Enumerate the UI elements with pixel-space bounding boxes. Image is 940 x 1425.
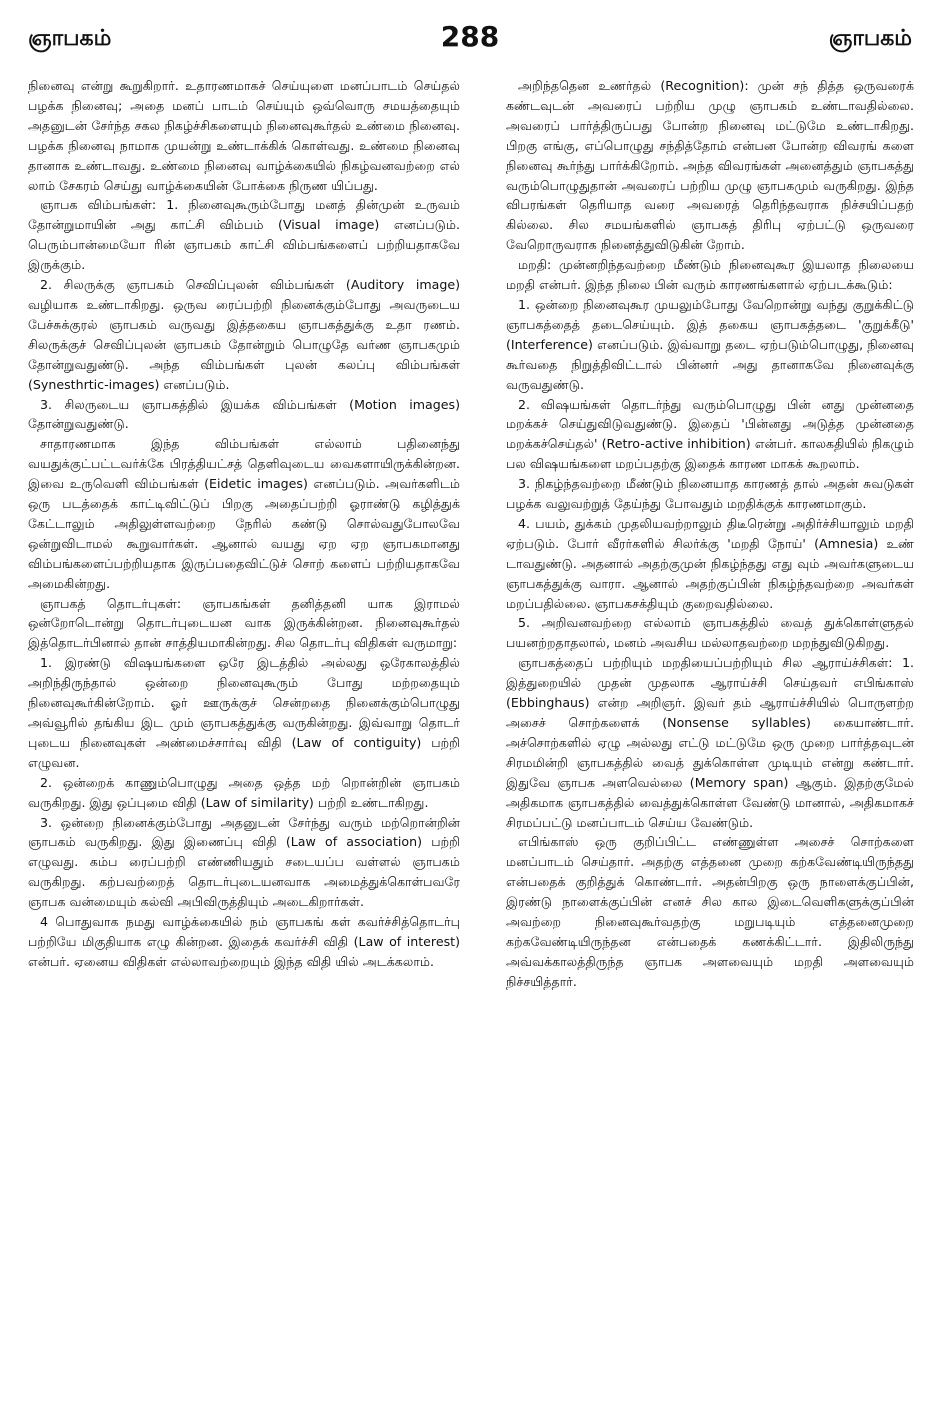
- right-column: [506, 76, 914, 992]
- paragraph: மறதி: முன்னறிந்தவற்றை மீண்டும் நினைவுகூர இயலாத நிலையை மறதி என்பர். இந்த நிலை பின் வரும் காரணங்களால் ஏற்படக்கூடும்:: [506, 257, 914, 293]
- running-head-left: ஞாபகம்: [28, 26, 112, 51]
- paragraph: 3. நிகழ்ந்தவற்றை மீண்டும் நினையாத காரணத் தால் அதன் சுவடுகள் பழக்க வலுவற்றுத் தேய்ந்து போவதும் மறதிக்குக் காரணமாகும்.: [506, 476, 914, 512]
- paragraph: 4 பொதுவாக நமது வாழ்க்கையில் நம் ஞாபகங் கள் கவர்ச்சித்தொடர்பு பற்றியே மிகுதியாக எழு கின்றன. இதைக் கவர்ச்சி விதி (Law of interest) என்பர். ஏனைய விதிகள் எல்லாவற்றையும் இந்த விதி யில் அடக்கலாம்.: [28, 914, 460, 969]
- paragraph: 5. அறிவனவற்றை எல்லாம் ஞாபகத்தில் வைத் துக்கொள்ளுதல் பயனற்றதாதலால், மனம் அவசிய மல்லாதவற்றை மறந்துவிடுகிறது.: [506, 615, 914, 651]
- paragraph: 3. சிலருடைய ஞாபகத்தில் இயக்க விம்பங்கள் (Motion images) தோன்றுவதுண்டு.: [28, 396, 460, 432]
- paragraph: 2. சிலருக்கு ஞாபகம் செவிப்புலன் விம்பங்கள் (Auditory image) வழியாக உண்டாகிறது. ஒருவ ரைப்பற்றி நினைக்கும்போது அவருடைய பேச்சுக்குரல் ஞாபகம் வருவது இத்தகைய ஞாபகத்துக்கு உதா ரணம். சிலருக்குச் செவிப்புலன் ஞாபகம் தோன்றும் பொழுதே வர்ண ஞாபகமும் தோன்றுவதுண்டு. அந்த விம்பங்கள் புலன் கலப்பு விம்பங்கள் (Synesthrtic-images) எனப்படும்.: [28, 277, 460, 392]
- paragraph: 2. விஷயங்கள் தொடர்ந்து வரும்பொழுது பின் னது முன்னதை மறக்கச் செய்துவிடுவதுண்டு. இதைப் 'பின்னது அடுத்த முன்னதை மறக்கச்செய்தல்' (Retro-active inhibition) என்பர். காலகதியில் நிகழும் பல விஷயங்களை மறப்பதற்கு இதைக் காரண மாகக் கூறலாம்.: [506, 396, 914, 472]
- paragraph: எபிங்காஸ் ஒரு குறிப்பிட்ட எண்ணுள்ள அசைச் சொற்களை மனப்பாடம் செய்தார். அதற்கு எத்தனை முறை கற்கவேண்டியிருந்தது என்பதைக் குறித்துக் கொண்டார். அதன்பிறகு ஒரு நாளைக்குப்பின், இரண்டு நாளைக்குப்பின் எனச் சில கால இடைவெளிகளுக்குப்பின் அவற்றை நினைவுகூர்வதற்கு மறுபடியும் எத்தனைமுறை கற்கவேண்டியிருந்தன என்பதைக் கணக்கிட்டார். இதிலிருந்து அவ்வக்காலத்திருந்த ஞாபக அளவையும் மறதி அளவையும் நிச்சயித்தார்.: [506, 834, 914, 989]
- left-column: [28, 76, 460, 972]
- paragraph: அறிந்ததென உணர்தல் (Recognition): முன் சந் தித்த ஒருவரைக் கண்டவுடன் அவரைப் பற்றிய முழு ஞாபகம் உண்டாவதில்லை. அவரைப் பார்த்திருப்பது போன்ற நினைவு மட்டுமே உண்டாகிறது. பிறகு எங்கு, எப்பொழுது சந்தித்தோம் என்பன போன்ற விவரங் களை நினைவு கூர்ந்து பார்க்கிறோம். அந்த விவரங்கள் அனைத்தும் ஞாபகத்து வரும்பொழுதுதான் அவரைப் பற்றிய முழு ஞாபகமும் வருகிறது. இந்த விபரங்கள் தெரியாத வரை அவரைத் தெரிந்தவராக நிச்சயிப்பதற் கில்லை. சில சமயங்களில் ஞாபகத் திரிபு ஏற்பட்டு ஒருவரை வேறொருவராக நினைத்துவிடுகின் றோம்.: [506, 78, 914, 253]
- paragraph: சாதாரணமாக இந்த விம்பங்கள் எல்லாம் பதினைந்து வயதுக்குட்பட்டவர்க்கே பிரத்தியட்சத் தெளிவுடைய வைகளாயிருக்கின்றன. இவை உருவெளி விம்பங்கள் (Eidetic images) எனப்படும். அவர்களிடம் ஒரு படத்தைக் காட்டிவிட்டுப் பிறகு அதைப்பற்றி ஓராண்டு கழித்துக் கேட்டாலும் அதிலுள்ளவற்றை நேரில் கண்டு சொல்வதுபோலவே ஒன்றுவிடாமல் கூறுவார்கள். ஆனால் வயது ஏற ஏற ஞாபகமானது விம்பங்களைப்பற்றியதாக இருப்பதைவிட்டுச் சொற் களைப் பற்றியதாகவே அமைகின்றது.: [28, 436, 460, 591]
- paragraph: 1. ஒன்றை நினைவுகூர முயலும்போது வேறொன்று வந்து குறுக்கிட்டு ஞாபகத்தைத் தடைசெய்யும். இத் தகைய ஞாபகத்தடை 'குறுக்கீடு' (Interference) எனப்படும். இவ்வாறு தடை ஏற்படும்பொழுது, நினைவு கூர்வதை நிறுத்திவிட்டால் பின்னர் அது தானாகவே நினைவுக்கு வருவதுண்டு.: [506, 296, 914, 392]
- paragraph: ஞாபகத் தொடர்புகள்: ஞாபகங்கள் தனித்தனி யாக இராமல் ஒன்றோடொன்று தொடர்புடையன வாக இருக்கின்றன. நினைவுகூர்தல் இத்தொடர்பினால் தான் சாத்தியமாகின்றது. சில தொடர்பு விதிகள் வருமாறு:: [28, 595, 460, 651]
- paragraph: 3. ஒன்றை நினைக்கும்போது அதனுடன் சேர்ந்து வரும் மற்றொன்றின் ஞாபகம் வருகிறது. இது இணைப்பு விதி (Law of association) பற்றி எழுவது. கம்ப ரைப்பற்றி எண்ணியதும் சடையப்ப வள்ளல் ஞாபகம் வருகிறது. கற்பவற்றைத் தொடர்புடையனவாக அமைத்துக்கொள்பவரே ஞாபக வன்மையும் கல்வி அபிவிருத்தியும் அடைகிறார்கள்.: [28, 814, 460, 910]
- page-number: 288: [440, 20, 500, 53]
- paragraph: 4. பயம், துக்கம் முதலியவற்றாலும் திடீரென்று அதிர்ச்சியாலும் மறதி ஏற்படும். போர் வீரர்களில் சிலர்க்கு 'மறதி நோய்' (Amnesia) உண் டாவதுண்டு. அதனால் அதற்குமுன் நிகழ்ந்தது எது வும் அவர்களுடைய ஞாபகத்துக்கு வாரா. ஆனால் அதற்குப்பின் நிகழ்ந்தவற்றை அவர்கள் மறப்பதில்லை. ஞாபகசக்தியும் குறைவதில்லை.: [506, 515, 914, 611]
- paragraph: 1. இரண்டு விஷயங்களை ஒரே இடத்தில் அல்லது ஒரேகாலத்தில் அறிந்திருந்தால் ஒன்றை நினைவுகூரும் போது மற்றதையும் நினைவுகூர்கின்றோம். ஓர் ஊருக்குச் சென்றதை நினைக்கும்பொழுது அவ்வூரில் தங்கிய இட மும் ஞாபகத்துக்கு வருகின்றது. இவ்வாறு தொடர் புடைய நினைவுகள் அண்மைச்சார்வு விதி (Law of contiguity) பற்றி எழுவன.: [28, 655, 460, 770]
- paragraph: நினைவு என்று கூறுகிறார். உதாரணமாகச் செய்யுளை மனப்பாடம் செய்தல் பழக்க நினைவு; அதை மனப் பாடம் செய்யும் ஒவ்வொரு சமயத்தையும் அதனுடன் சேர்ந்த சகல நிகழ்ச்சிகளையும் நினைவுகூர்தல் உண்மை நினைவு. பழக்க நினைவு நாமாக முயன்று உண்டாக்கிக் கொள்வது. உண்மை நினைவு தானாக உண்டாவது. உண்மை நினைவு வாழ்க்கையில் நிகழ்வனவற்றை எல் லாம் சேகரம் செய்து வாழ்க்கையின் போக்கை நிருண யிப்பது.: [28, 78, 460, 193]
- running-head-right: ஞாபகம்: [828, 26, 912, 51]
- paragraph: ஞாபகத்தைப் பற்றியும் மறதியைப்பற்றியும் சில ஆராய்ச்சிகள்: 1. இத்துறையில் முதன் முதலாக ஆராய்ச்சி செய்தவர் எபிங்காஸ் (Ebbinghaus) என்ற அறிஞர். இவர் தம் ஆராய்ச்சியில் பொருளற்ற அசைச் சொற்களைக் (Nonsense syllables) கையாண்டார். அச்சொற்களில் ஏழு அல்லது எட்டு மட்டுமே ஒரு முறை பார்த்தவுடன் சிரமமின்றி ஞாபகத்தில் வைத் துக்கொள்ள முடியும் என்று கண்டார். இதுவே ஞாபக அளவெல்லை (Memory span) ஆகும். இதற்குமேல் அதிகமாக ஞாபகத்தில் வைத்துக்கொள்ள வேண்டு மானால், அதிகமாகச் சிரமப்பட்டு மனப்பாடம் செய்ய வேண்டும்.: [506, 655, 914, 830]
- paragraph: ஞாபக விம்பங்கள்: 1. நினைவுகூரும்போது மனத் தின்முன் உருவம் தோன்றுமாயின் அது காட்சி விம்பம் (Visual image) எனப்படும். பெரும்பான்மையோ ரின் ஞாபகம் காட்சி விம்பங்களைப் பற்றியதாகவே இருக்கும்.: [28, 197, 460, 273]
- page-header: [28, 20, 912, 60]
- paragraph: 2. ஒன்றைக் காணும்பொழுது அதை ஒத்த மற் றொன்றின் ஞாபகம் வருகிறது. இது ஒப்புமை விதி (Law of similarity) பற்றி உண்டாகிறது.: [28, 774, 460, 810]
